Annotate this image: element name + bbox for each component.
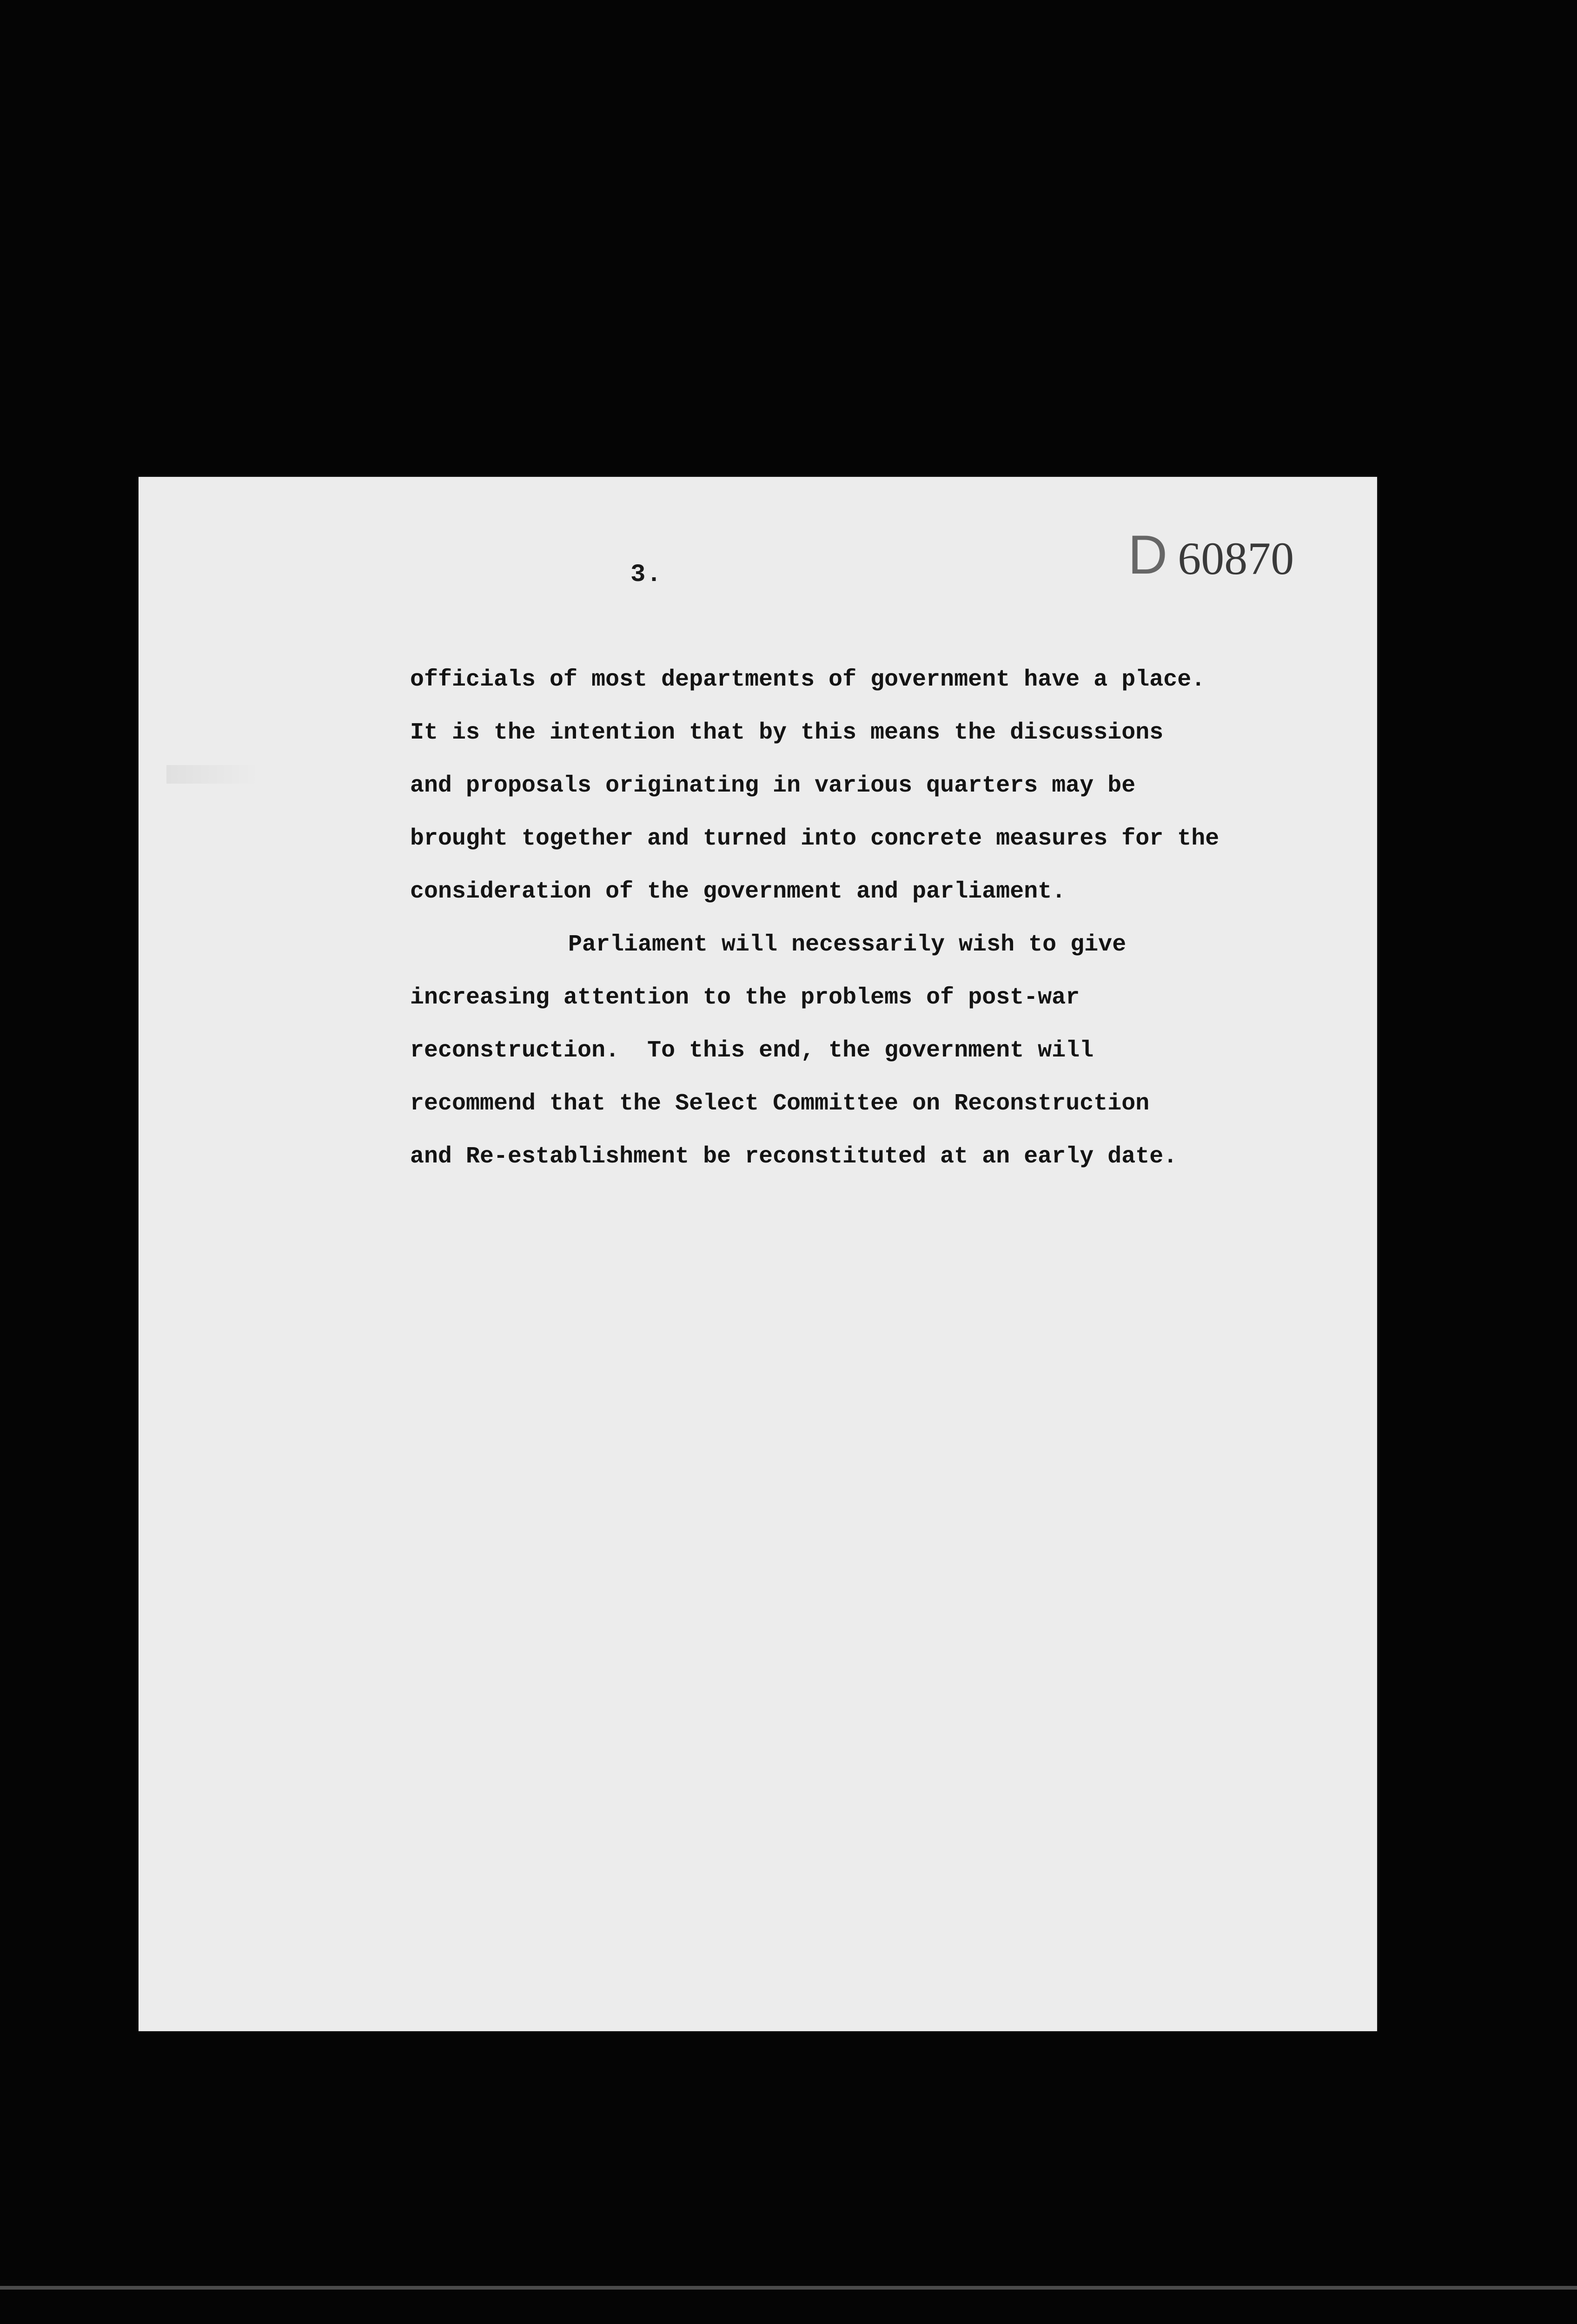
typed-body-text bbox=[410, 654, 1331, 1183]
text-line: It is the intention that by this means the discussions bbox=[410, 720, 1164, 746]
text-line: and Re-establishment be reconstituted at an early date. bbox=[410, 1143, 1178, 1170]
document-page bbox=[139, 477, 1377, 2031]
text-line: officials of most departments of government have a place. bbox=[410, 667, 1206, 693]
text-line: reconstruction. To this end, the government will bbox=[410, 1037, 1094, 1064]
page-number: 3. bbox=[630, 561, 663, 589]
text-line: and proposals originating in various quarters may be bbox=[410, 772, 1136, 799]
text-line: increasing attention to the problems of post-war bbox=[410, 984, 1080, 1011]
text-line: consideration of the government and parliament. bbox=[410, 878, 1066, 905]
text-line: recommend that the Select Committee on Reconstruction bbox=[410, 1090, 1150, 1117]
stamp-letter: D bbox=[1128, 524, 1168, 586]
film-edge-line bbox=[0, 2286, 1577, 2290]
stamp-number: 60870 bbox=[1178, 533, 1294, 584]
margin-smudge bbox=[166, 765, 259, 784]
text-line: brought together and turned into concrete measures for the bbox=[410, 825, 1219, 852]
archive-stamp bbox=[1128, 523, 1294, 587]
text-line: Parliament will necessarily wish to give bbox=[568, 931, 1126, 958]
